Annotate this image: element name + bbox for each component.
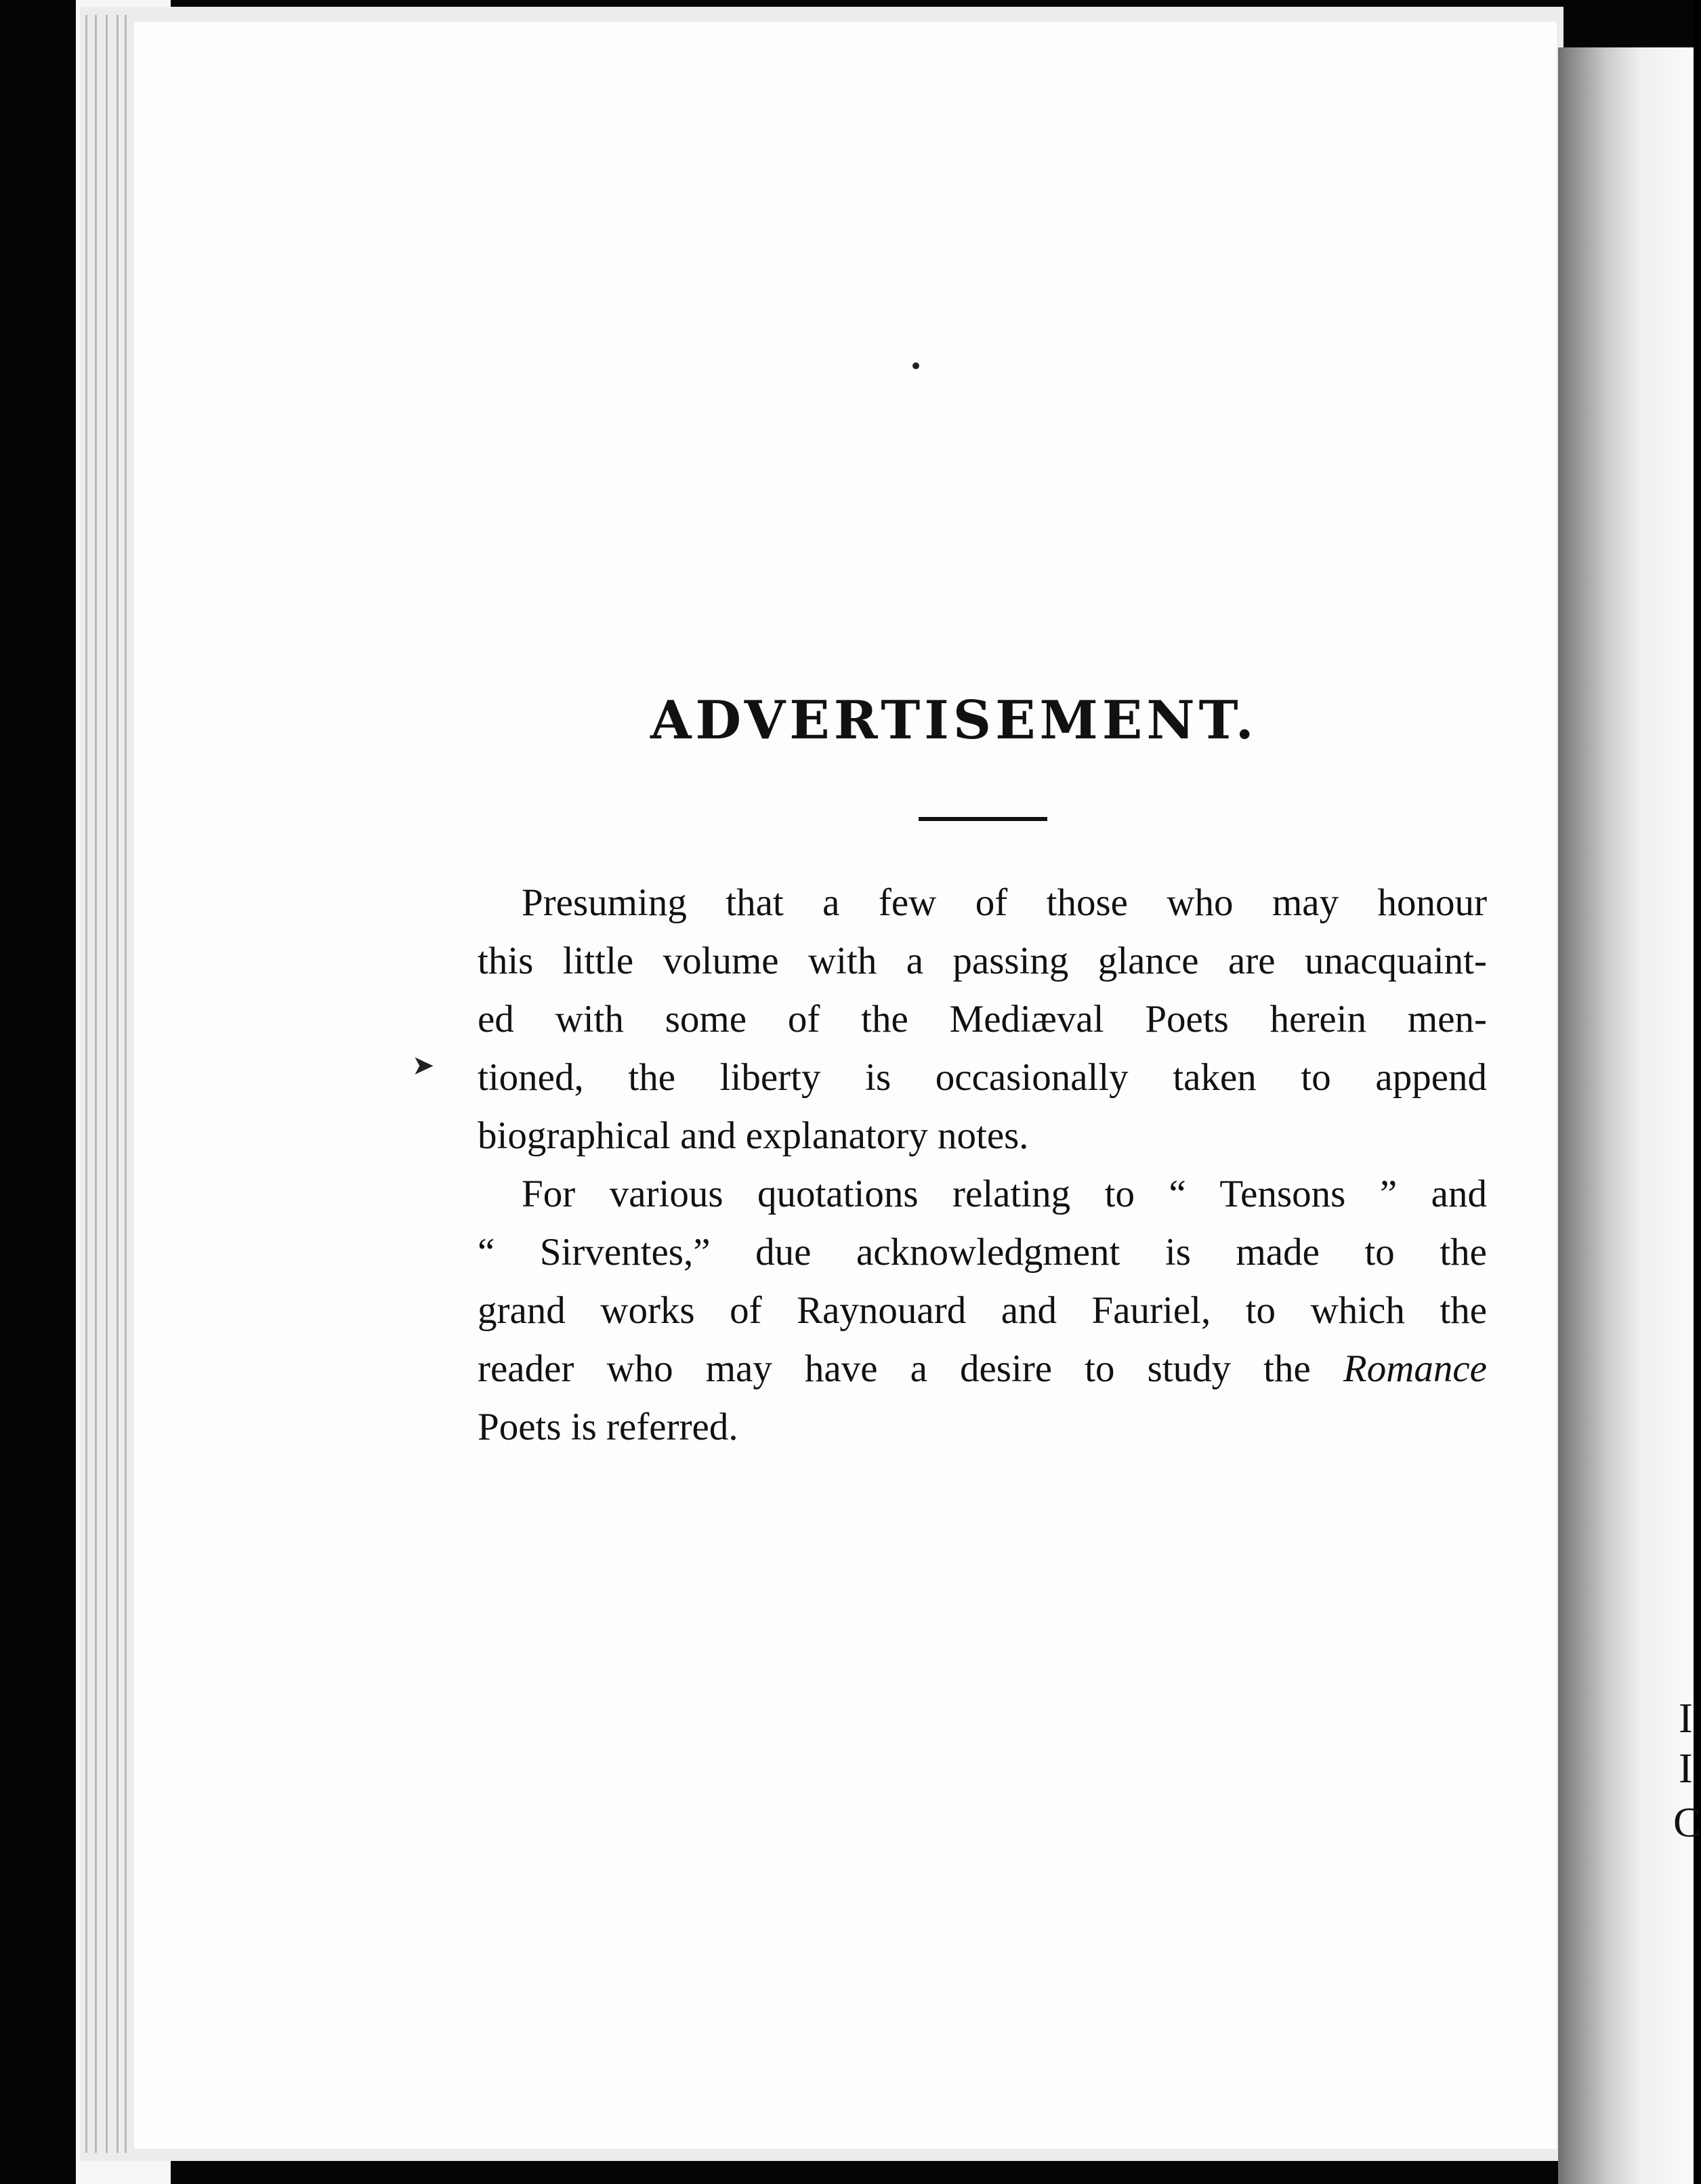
heading-rule (919, 817, 1047, 821)
text-line: grand works of Raynouard and Fauriel, to which the (478, 1289, 1487, 1332)
text-line-with-italic (478, 1340, 1487, 1398)
text-line: biographical and explanatory notes. (478, 1114, 1029, 1157)
text-line: For various quotations relating to “ Tensons ” and (522, 1173, 1487, 1215)
text-line: Presuming that a few of those who may honour (522, 881, 1487, 924)
text-line: this little volume with a passing glance are unacquaint- (478, 940, 1487, 982)
page-edge-line (95, 15, 97, 2153)
page-edge-line (117, 15, 119, 2153)
facing-page-fragment: I (1679, 1696, 1693, 1742)
facing-page-fragment: C (1673, 1800, 1701, 1846)
text-line: ed with some of the Mediæval Poets herein men- (478, 998, 1487, 1041)
printer-dot (912, 362, 919, 369)
italic-word: Romance (1343, 1347, 1487, 1390)
facing-page-fragment: I (1679, 1746, 1693, 1792)
paragraph-2 (478, 1165, 1487, 1456)
text-line: tioned, the liberty is occasionally taken to append (478, 1056, 1487, 1099)
page-edge-line (106, 15, 108, 2153)
text-line: “ Sirventes,” due acknowledgment is made to the (478, 1231, 1487, 1274)
facing-page (1558, 47, 1701, 2184)
text-fragment: reader who may have a desire to study the (478, 1347, 1343, 1390)
page-edge-line (125, 15, 127, 2153)
page-heading: ADVERTISEMENT. (650, 690, 1258, 751)
page-edge-line (85, 15, 87, 2153)
text-line: Poets is referred. (478, 1406, 738, 1448)
paragraph-1 (478, 874, 1487, 1165)
margin-mark: ➤ (412, 1050, 435, 1080)
